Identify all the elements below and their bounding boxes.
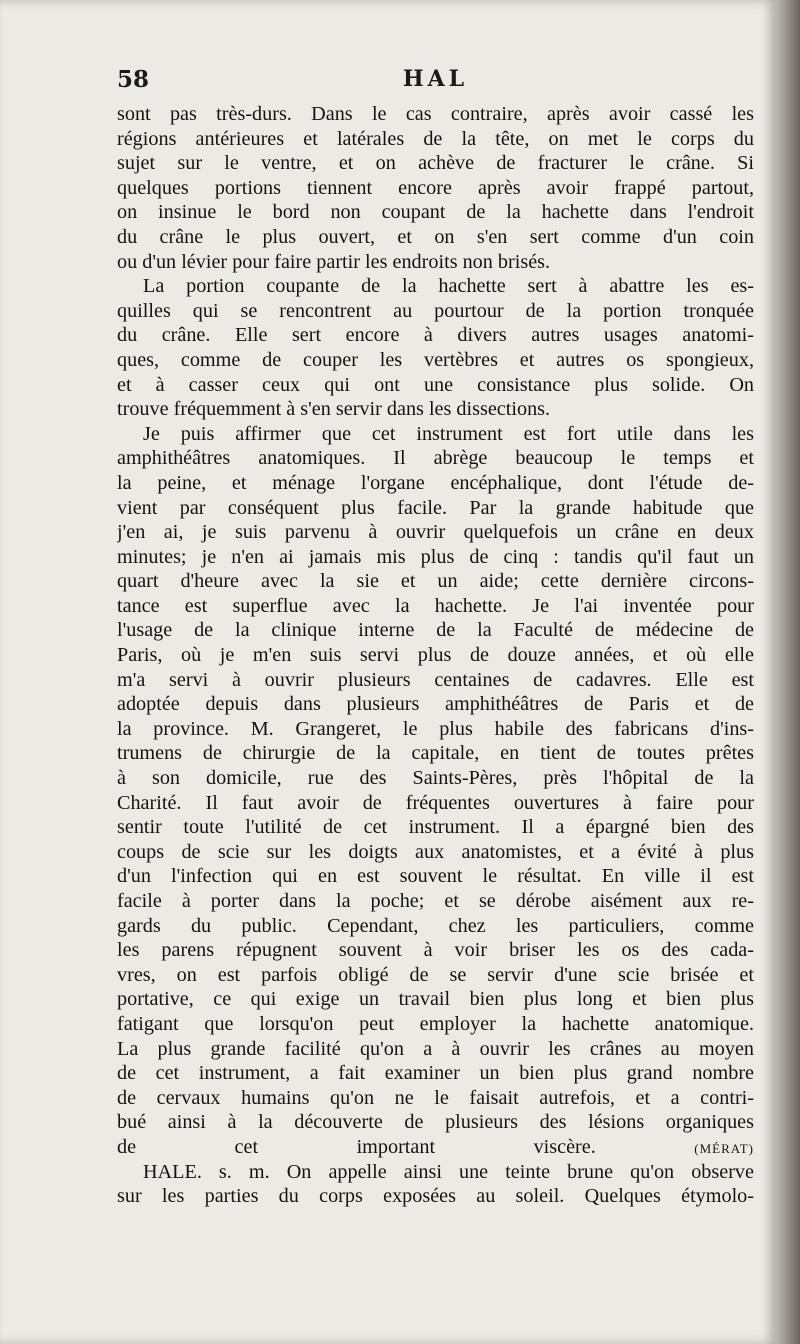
paragraph-3 xyxy=(117,422,754,1160)
text-line: sur les parties du corps exposées au soleil. Quelques étymolo- xyxy=(117,1185,754,1208)
text-line: sujet sur le ventre, et on achève de fracturer le crâne. Si xyxy=(117,152,754,175)
text-line: la peine, et ménage l'organe encéphalique, dont l'étude de- xyxy=(117,471,754,494)
text-line-end: de cet important viscère. xyxy=(117,1135,596,1158)
text-line: minutes; je n'en ai jamais mis plus de cinq : tandis qu'il faut un xyxy=(117,545,754,568)
author-signature: (MÉRAT) xyxy=(694,1140,754,1156)
text-line: et à casser ceux qui ont une consistance plus solide. On xyxy=(117,373,754,396)
text-line: coups de scie sur les doigts aux anatomistes, et a évité à plus xyxy=(117,840,754,863)
text-line: sentir toute l'utilité de cet instrument. Il a épargné bien des xyxy=(117,816,754,839)
page-number: 58 xyxy=(117,66,150,93)
text-line: l'usage de la clinique interne de la Faculté de médecine de xyxy=(117,619,754,642)
text-line: du crâne le plus ouvert, et on s'en sert comme d'un coin xyxy=(117,225,754,248)
text-line: les parens répugnent souvent à voir briser les os des cada- xyxy=(117,939,754,962)
text-line: de cervaux humains qu'on ne le faisait autrefois, et a contri- xyxy=(117,1086,754,1109)
paragraph-4 xyxy=(117,1160,754,1209)
text-line: à son domicile, rue des Saints-Pères, près l'hôpital de la xyxy=(117,767,754,790)
text-line: m'a servi à ouvrir plusieurs centaines de cadavres. Elle est xyxy=(117,668,754,691)
text-line: facile à porter dans la poche; et se dérobe aisément aux re- xyxy=(117,890,754,912)
text-line: la province. M. Grangeret, le plus habile des fabricans d'ins- xyxy=(117,717,754,740)
text-line: ques, comme de couper les vertèbres et autres os spongieux, xyxy=(117,348,754,371)
text-line: quart d'heure avec la sie et un aide; cette dernière circons- xyxy=(117,570,754,593)
text-line: vres, on est parfois obligé de se servir d'une scie brisée et xyxy=(117,963,754,986)
text-line: de cet instrument, a fait examiner un bien plus grand nombre xyxy=(117,1062,754,1085)
text-line: trumens de chirurgie de la capitale, en tient de toutes prêtes xyxy=(117,742,754,765)
text-line: trouve fréquemment à s'en servir dans les dissections. xyxy=(117,398,551,421)
text-line: gards du public. Cependant, chez les particuliers, comme xyxy=(117,914,754,937)
text-line: adoptée depuis dans plusieurs amphithéâtres de Paris et de xyxy=(117,693,754,716)
text-line: Charité. Il faut avoir de fréquentes ouvertures à faire pour xyxy=(117,791,754,814)
text-line-with-author xyxy=(117,1135,754,1160)
text-line: d'un l'infection qui en est souvent le résultat. En ville il est xyxy=(117,865,754,888)
entry-headword-line: HALE. s. m. On appelle ainsi une teinte brune qu'on observe xyxy=(143,1160,754,1183)
paragraph-1 xyxy=(117,102,754,274)
page-edge-shadow xyxy=(776,0,800,1344)
text-line: La portion coupante de la hachette sert à abattre les es- xyxy=(143,275,754,298)
text-line: Paris, où je m'en suis servi plus de douze années, et où elle xyxy=(117,644,754,667)
text-line: du crâne. Elle sert encore à divers autres usages anatomi- xyxy=(117,324,754,347)
text-line: tance est superflue avec la hachette. Je l'ai inventée pour xyxy=(117,594,754,617)
text-line: on insinue le bord non coupant de la hachette dans l'endroit xyxy=(117,201,754,224)
running-head xyxy=(117,66,754,102)
text-line: vient par conséquent plus facile. Par la grande habitude que xyxy=(117,496,754,519)
text-line: j'en ai, je suis parvenu à ouvrir quelquefois un crâne en deux xyxy=(117,521,754,544)
text-line: quilles qui se rencontrent au pourtour de la portion tronquée xyxy=(117,299,754,322)
paragraph-2 xyxy=(117,274,754,422)
text-line: ou d'un lévier pour faire partir les endroits non brisés. xyxy=(117,250,551,273)
text-line: portative, ce qui exige un travail bien plus long et bien plus xyxy=(117,988,754,1011)
text-line: régions antérieures et latérales de la tête, on met le corps du xyxy=(117,127,754,150)
text-line: quelques portions tiennent encore après avoir frappé partout, xyxy=(117,176,754,199)
text-line: La plus grande facilité qu'on a à ouvrir les crânes au moyen xyxy=(117,1037,754,1060)
text-line: amphithéâtres anatomiques. Il abrège beaucoup le temps et xyxy=(117,447,754,470)
text-line: fatigant que lorsqu'on peut employer la hachette anatomique. xyxy=(117,1012,754,1035)
text-line: bué ainsi à la découverte de plusieurs des lésions organiques xyxy=(117,1111,754,1134)
running-header-title: HAL xyxy=(402,66,469,92)
body-text xyxy=(117,102,754,1209)
text-line: sont pas très-durs. Dans le cas contraire, après avoir cassé les xyxy=(117,103,754,125)
text-line: Je puis affirmer que cet instrument est fort utile dans les xyxy=(143,422,754,445)
